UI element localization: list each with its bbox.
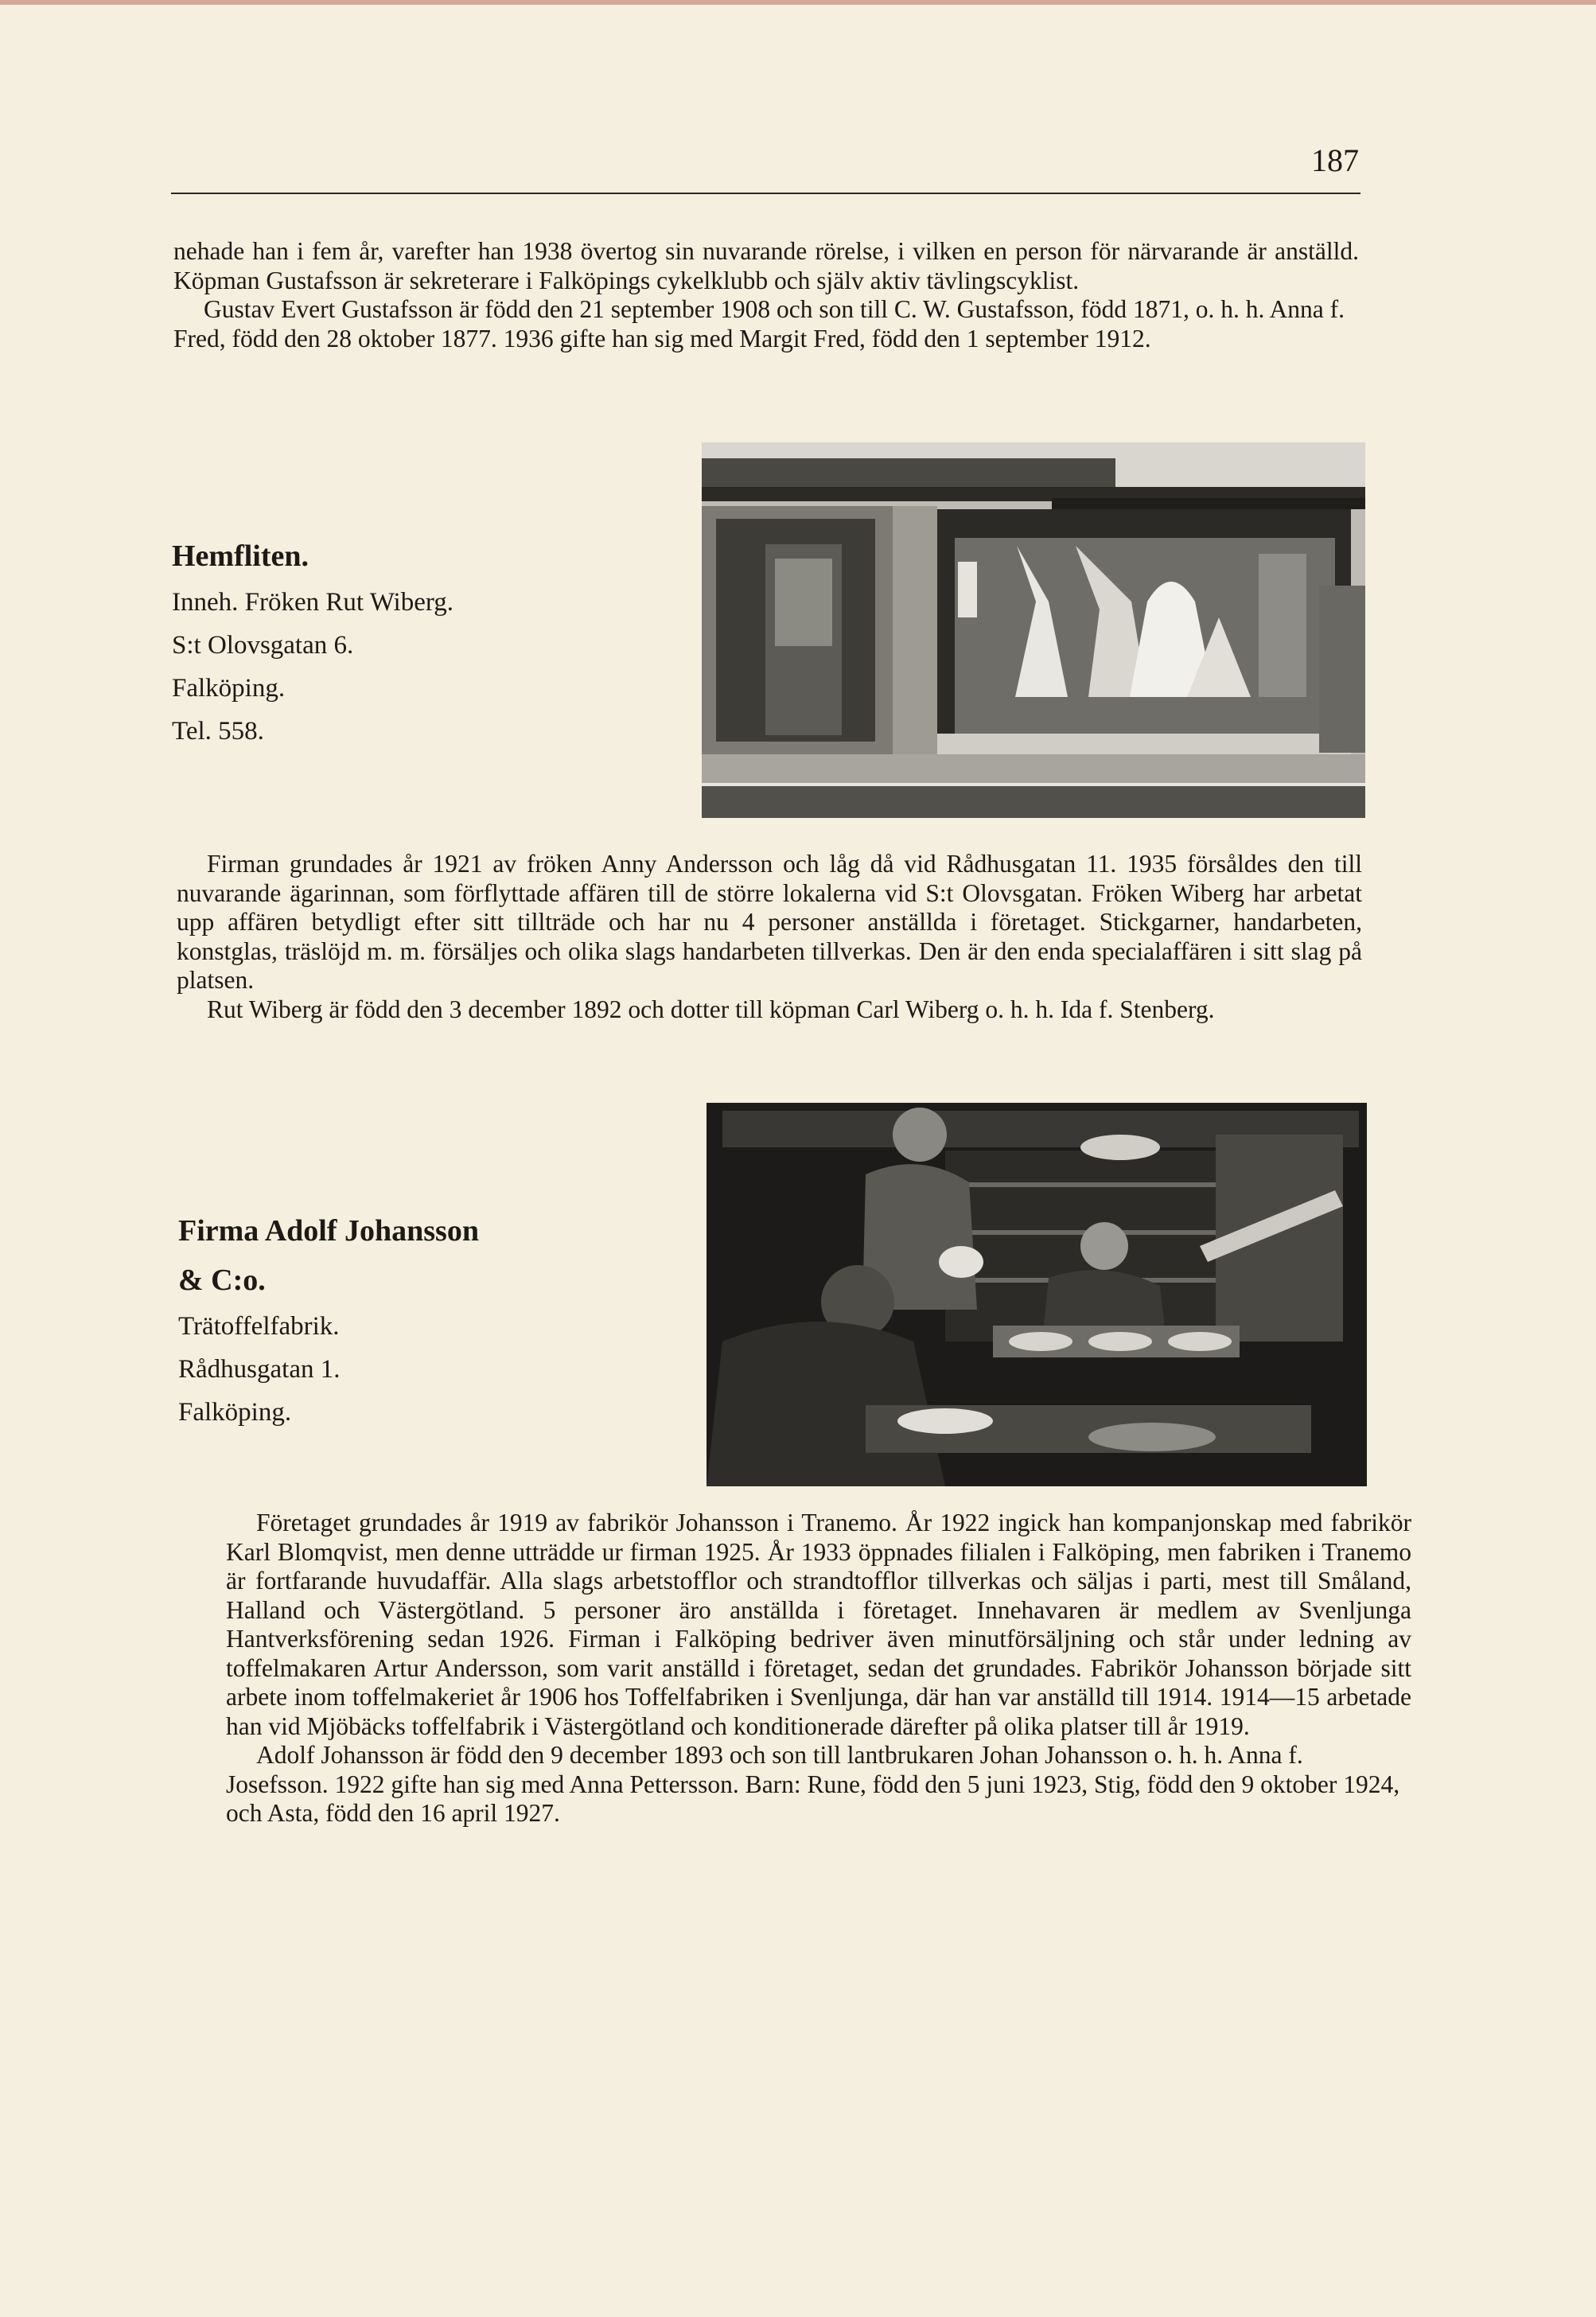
page-number: 187 xyxy=(1311,142,1359,178)
johansson-paragraph-1: Företaget grundades år 1919 av fabrikör Johansson i Tranemo. År 1922 ingick han kompanjonskap med fabrikör Karl Blomqvist, men denne utträdde ur firman 1925. År 1933 öppnades filialen i Falköping, men fabriken i Tranemo är fortfarande huvudaffär. Alla slags arbetstofflor och strandtofflor tillverkas och säljas i parti, mest till Småland, Halland och Västergötland. 5 personer äro anställda i företaget. Innehavaren är medlem av Svenljunga Hantverksförening sedan 1926. Firman i Falköping bedriver även minutförsäljning och står under ledning av toffelmakaren Artur Andersson, som varit anställd i företaget, sedan det grundades. Fabrikör Johansson började sitt arbete inom toffelmakeriet år 1906 hos Toffelfabriken i Svenljunga, där han var anställd till 1914. 1914—15 arbetade han vid Mjöbäcks toffelfabrik i Västergötland och konditionerade därefter på olika platser till år 1919. xyxy=(226,1509,1411,1740)
johansson-contact xyxy=(178,1206,479,1434)
johansson-title-line2: & C:o. xyxy=(178,1264,266,1297)
johansson-trade: Trätoffelfabrik. xyxy=(178,1312,340,1341)
hemfliten-title: Hemfliten. xyxy=(172,539,309,573)
hemfliten-contact xyxy=(172,532,453,753)
johansson-city: Falköping. xyxy=(178,1398,292,1427)
hemfliten-address: S:t Olovsgatan 6. xyxy=(172,631,354,660)
intro-text xyxy=(173,237,1359,353)
johansson-address: Rådhusgatan 1. xyxy=(178,1355,341,1384)
johansson-text xyxy=(226,1509,1411,1828)
hemfliten-owner: Inneh. Fröken Rut Wiberg. xyxy=(172,588,453,617)
johansson-paragraph-2: Adolf Johansson är född den 9 december 1893 och son till lantbrukaren Johan Johansson o. h. h. Anna f. Josefsson. 1922 gifte han sig med Anna Pettersson. Barn: Rune, född den 5 juni 1923, Stig, född den 9 oktober 1924, och Asta, född den 16 april 1927. xyxy=(226,1741,1400,1827)
hemfliten-phone: Tel. 558. xyxy=(172,717,264,746)
hemfliten-text xyxy=(177,850,1362,1024)
page-edge xyxy=(0,0,1596,5)
intro-paragraph-1: nehade han i fem år, varefter han 1938 övertog sin nuvarande rörelse, i vilken en person för närvarande är anställd. Köpman Gustafsson är sekreterare i Falköpings cykelklubb och själv aktiv tävlingscyklist. xyxy=(173,237,1359,294)
hemfliten-paragraph-1: Firman grundades år 1921 av fröken Anny Andersson och låg då vid Rådhusgatan 11. 1935 försåldes den till nuvarande ägarinnan, som förflyttade affären till de större lokalerna vid S:t Olovsgatan. Fröken Wiberg har arbetat upp affären betydligt efter sitt tillträde och har nu 4 personer anställda i företaget. Stickgarner, handarbeten, konstglas, träslöjd m. m. försäljes och olika slags handarbeten tillverkas. Den är den enda specialaffären i sitt slag på platsen. xyxy=(177,850,1362,994)
header-rule xyxy=(171,193,1360,194)
intro-paragraph-2: Gustav Evert Gustafsson är född den 21 september 1908 och son till C. W. Gustafsson, född 1871, o. h. h. Anna f. Fred, född den 28 oktober 1877. 1936 gifte han sig med Margit Fred, född den 1 september 1912. xyxy=(173,295,1345,352)
johansson-title-line1: Firma Adolf Johansson xyxy=(178,1214,479,1248)
hemfliten-city: Falköping. xyxy=(172,674,286,703)
hemfliten-storefront-photo xyxy=(702,442,1365,818)
hemfliten-paragraph-2: Rut Wiberg är född den 3 december 1892 och dotter till köpman Carl Wiberg o. h. h. Ida f. Stenberg. xyxy=(207,995,1215,1023)
johansson-workshop-photo xyxy=(707,1103,1367,1486)
